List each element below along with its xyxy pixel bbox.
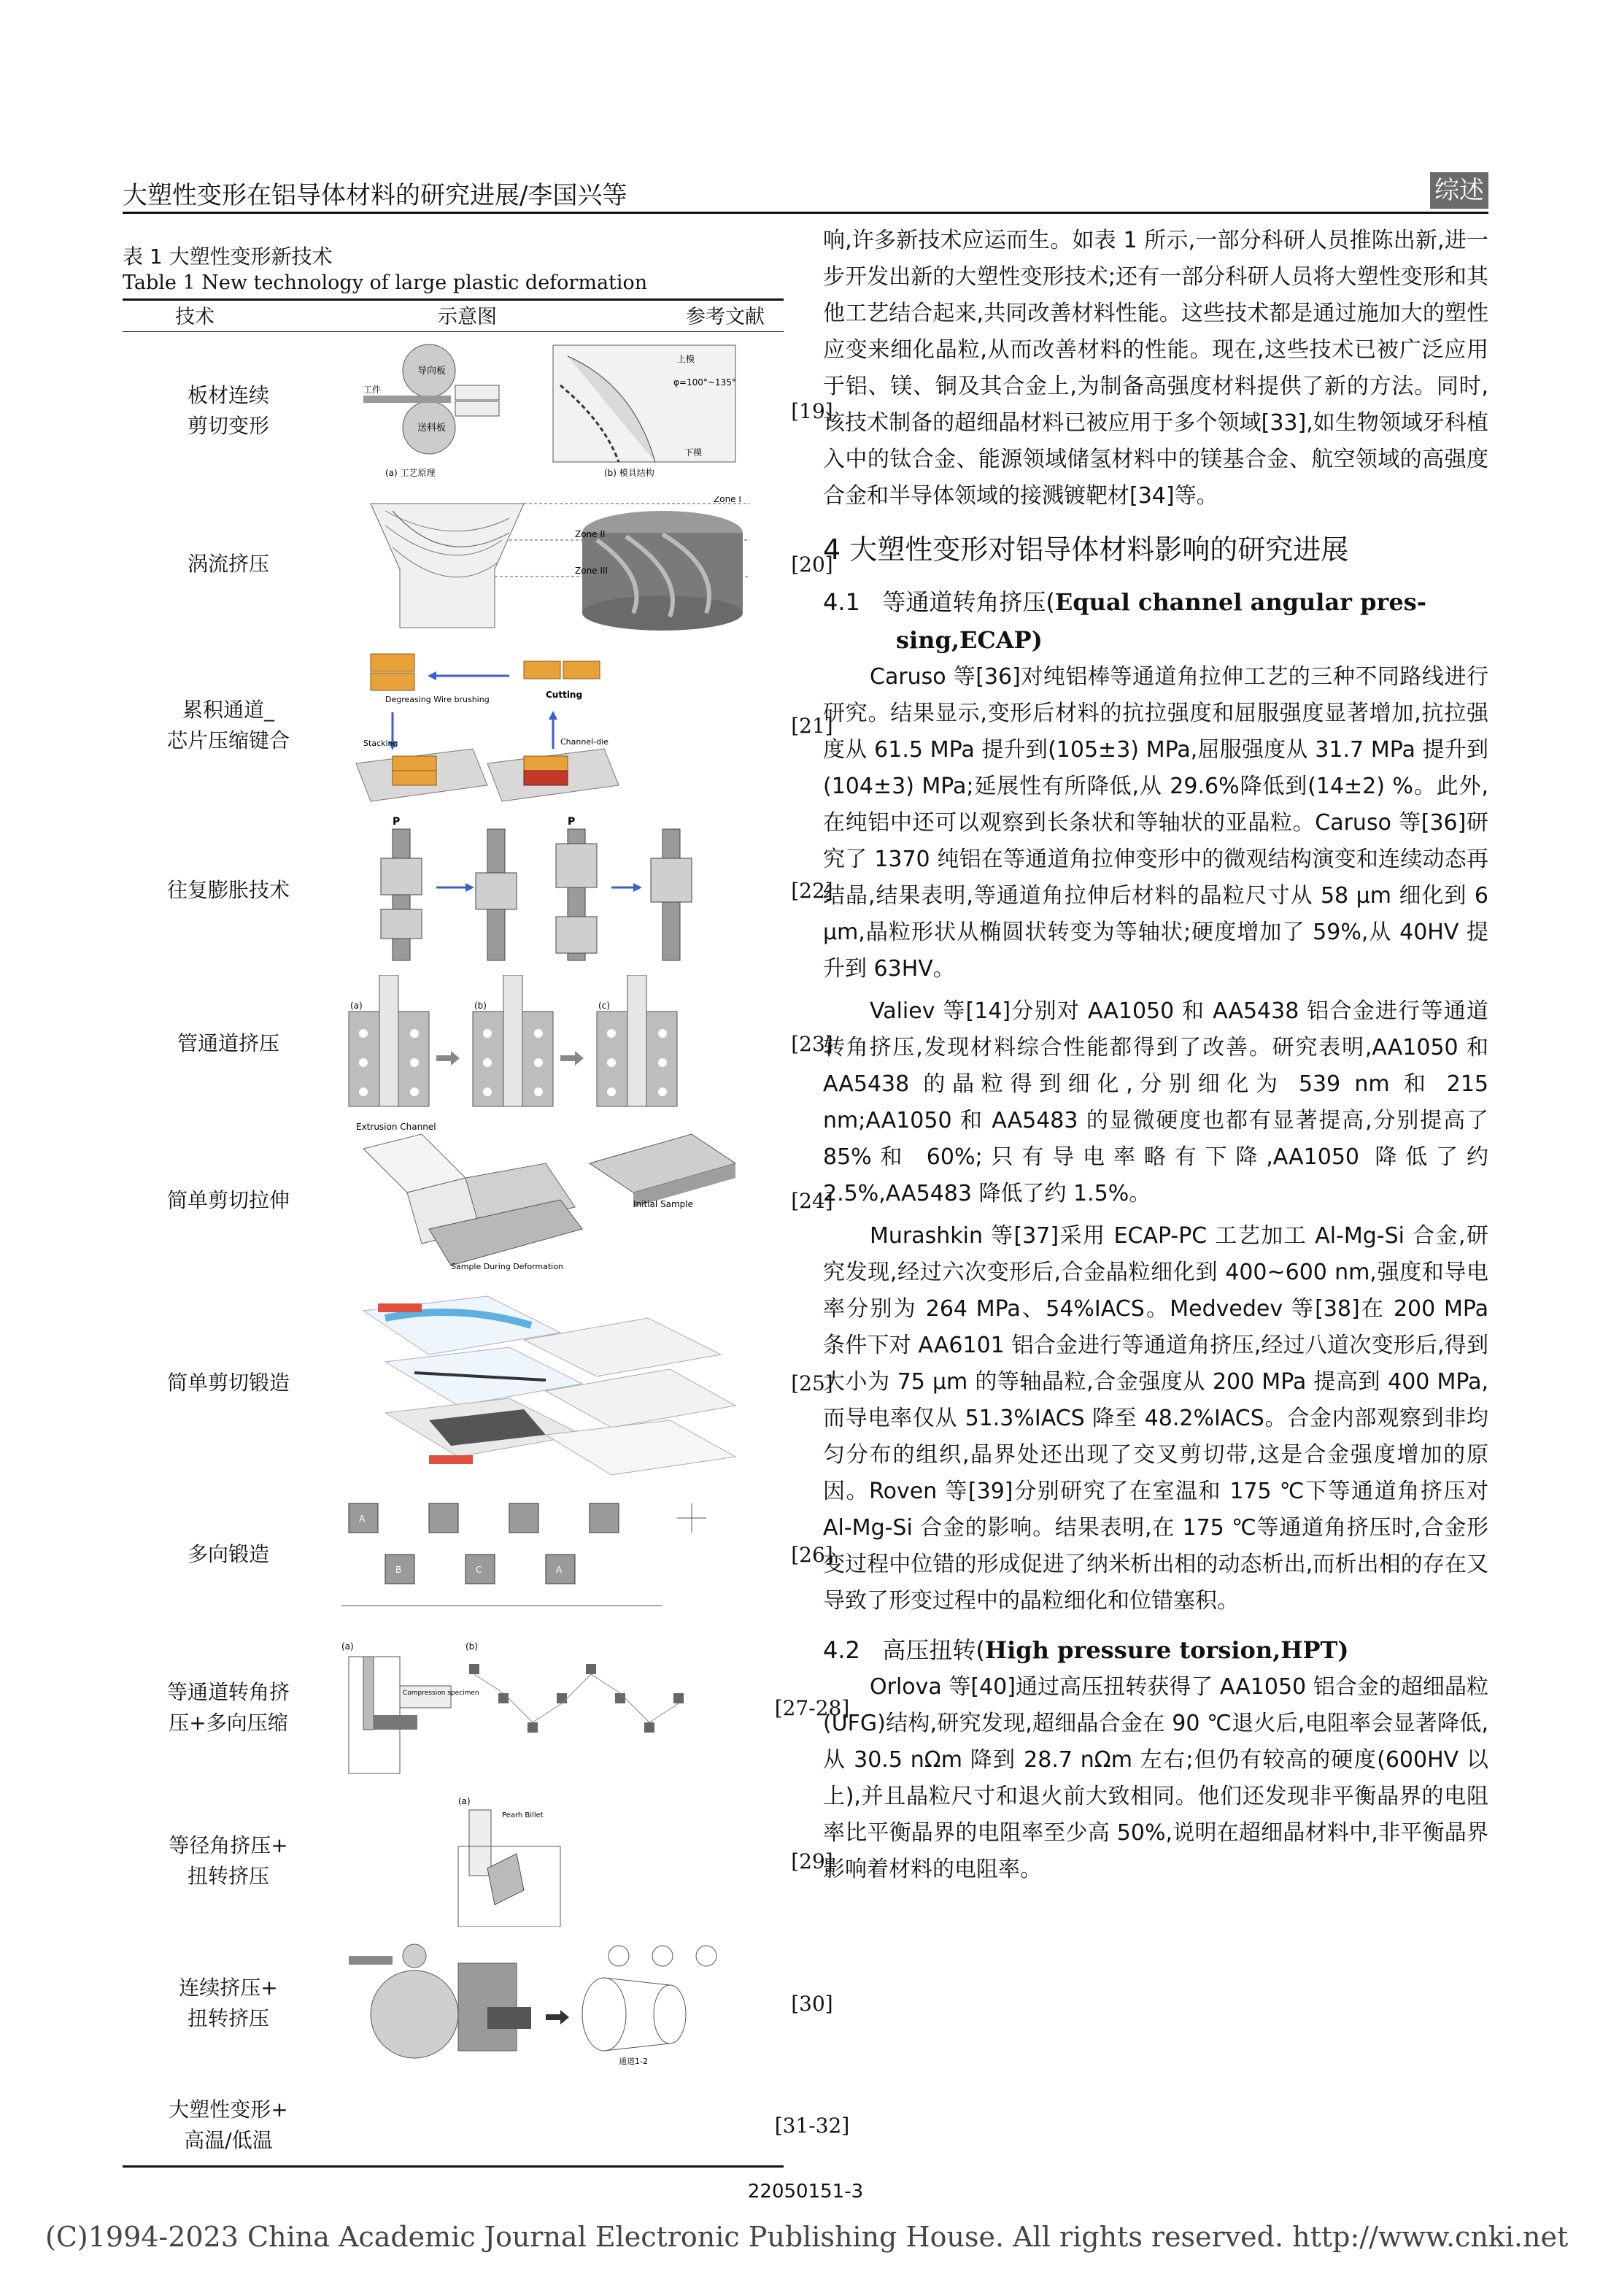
technique-name: 连续挤压+ 扭转挤压 <box>179 1976 278 2030</box>
table-row <box>123 1934 833 2073</box>
reference-number: [25] <box>791 1371 833 1395</box>
reference-number: [19] <box>791 398 833 423</box>
svg-text:下模: 下模 <box>684 447 703 458</box>
heading-number: 4.1 <box>823 588 860 616</box>
technique-name: 多向锻造 <box>187 1542 269 1566</box>
svg-text:(b): (b) <box>465 1642 478 1652</box>
svg-text:上模: 上模 <box>677 354 695 364</box>
svg-text:Initial Sample: Initial Sample <box>633 1199 694 1209</box>
svg-text:(b) 模具结构: (b) 模具结构 <box>604 468 654 478</box>
heading-number: 4.2 <box>823 1636 860 1664</box>
svg-text:(b): (b) <box>474 1001 487 1011</box>
technique-name: 往复膨胀技术 <box>166 878 290 902</box>
table-row <box>123 488 833 641</box>
svg-text:P: P <box>568 816 576 828</box>
svg-text:工件: 工件 <box>363 385 382 395</box>
reference-number: [21] <box>791 713 833 738</box>
svg-text:Extrusion Channel: Extrusion Channel <box>356 1122 436 1132</box>
reference-number: [20] <box>791 552 833 577</box>
section-badge: 综述 <box>1430 172 1488 209</box>
figure-simple-shear-extrusion <box>341 1120 750 1282</box>
svg-text:B: B <box>395 1565 402 1575</box>
technique-name: 板材连续 剪切变形 <box>187 383 269 438</box>
figure-conform-twist-extrusion <box>341 1941 750 2067</box>
figure-tube-channel-pressing <box>341 975 750 1114</box>
figure-ecap-multiaxial-compression <box>341 1642 750 1781</box>
technique-name: 等径角挤压+ 扭转挤压 <box>169 1833 288 1888</box>
heading-en-cont: sing,ECAP) <box>896 626 1043 654</box>
table-row <box>123 1788 833 1934</box>
reference-number: [23] <box>791 1031 833 1056</box>
paragraph-caruso: Caruso 等[36]对纯铝棒等通道角拉伸工艺的三种不同路线进行研究。结果显示,变形后材料的抗拉强度和屈服强度显著增加,抗拉强度从 61.5 MPa 提升到(105±3) MPa,屈服强度从 31.7 MPa 提升到(104±3) MPa;延展性有所降低,从 29.6%降低到(14±2) %。此外,在纯铝中还可以观察到长条状和等轴状的亚晶粒。Caruso 等[36]研究了 1370 纯铝在等通道角拉伸变形中的微观结构演变和连续动态再结晶,结果表明,等通道角拉伸后材料的晶粒尺寸从 58 μm 细化到 6 μm,晶粒形状从椭圆状转变为等轴状;硬度增加了 59%,从 40HV 提升到 63HV。 <box>823 664 1488 982</box>
figure-reciprocating-expansion <box>341 814 750 968</box>
running-title: 大塑性变形在铝导体材料的研究进展/李国兴等 <box>123 181 627 210</box>
svg-text:Zone II: Zone II <box>575 529 606 539</box>
copyright-line: (C)1994-2023 China Academic Journal Electronic Publishing House. All rights reserved. http://www.cnki.net <box>45 2221 1569 2253</box>
table-bottom-rule <box>123 2165 784 2168</box>
reference-number: [22] <box>791 878 833 903</box>
table-caption-cn: 表 1 大塑性变形新技术 <box>123 244 333 269</box>
section-heading-4-1 <box>823 583 1488 659</box>
technique-name: 管通道挤压 <box>177 1031 279 1055</box>
reference-number: [26] <box>791 1542 833 1567</box>
svg-text:导向板: 导向板 <box>417 366 447 377</box>
svg-text:Zone III: Zone III <box>575 566 608 576</box>
technique-name: 简单剪切锻造 <box>166 1371 290 1395</box>
technique-name: 累积通道_ 芯片压缩键合 <box>166 698 290 752</box>
figure-continuous-shear <box>341 342 750 480</box>
svg-text:(a): (a) <box>458 1796 471 1806</box>
column-header-ref: 参考文献 <box>686 306 765 328</box>
svg-text:(c): (c) <box>598 1001 610 1011</box>
svg-text:Compression specimen: Compression specimen <box>403 1690 479 1697</box>
reference-number: [31-32] <box>774 2113 850 2138</box>
table-row <box>123 1482 833 1627</box>
table-row <box>123 1117 833 1284</box>
heading-en: Equal channel angular pres- <box>1054 588 1427 616</box>
heading-en: High pressure torsion,HPT) <box>984 1636 1349 1664</box>
svg-text:(a): (a) <box>350 1001 363 1011</box>
svg-text:Channel-die: Channel-die <box>560 737 609 747</box>
paragraph-orlova: Orlova 等[40]通过高压扭转获得了 AA1050 铝合金的超细晶粒(UFG)结构,研究发现,超细晶合金在 90 ℃退火后,电阻率会显著降低,从 30.5 nΩm 降到 28.7 nΩm 左右;但仍有较高的硬度(600HV 以上),并且晶粒尺寸和退火前大致相同。他们还发现非平衡晶界的电阻率比平衡晶界的电阻率至少高 50%,说明在超细晶材料中,非平衡晶界影响着材料的电阻率。 <box>823 1674 1488 1882</box>
header-rule <box>123 212 1488 214</box>
technique-name: 等通道转角挤 压+多向压缩 <box>166 1680 290 1735</box>
reference-number: [30] <box>791 1991 833 2016</box>
column-header-tech: 技术 <box>175 306 215 328</box>
table-header-rule <box>123 331 784 332</box>
section-heading-4-2 <box>823 1631 1488 1669</box>
svg-text:C: C <box>476 1565 482 1575</box>
svg-text:(a) 工艺原理: (a) 工艺原理 <box>385 468 436 478</box>
svg-text:Degreasing Wire brushing: Degreasing Wire brushing <box>385 695 490 704</box>
svg-text:Stacking: Stacking <box>363 739 398 748</box>
column-header-figure: 示意图 <box>438 306 497 328</box>
reference-number: [24] <box>791 1188 833 1213</box>
page-number: 22050151-3 <box>747 2181 864 2203</box>
svg-text:Zone I: Zone I <box>714 496 741 504</box>
table-row <box>123 1284 833 1482</box>
svg-text:Sample During Deformation: Sample During Deformation <box>451 1262 563 1271</box>
heading-cn: 等通道转角挤压( <box>882 588 1055 616</box>
section-heading-4: 4 大塑性变形对铝导体材料影响的研究进展 <box>823 533 1349 566</box>
reference-number: [27-28] <box>774 1695 850 1720</box>
table-row <box>123 971 833 1117</box>
figure-accumulative-channel <box>341 647 750 804</box>
paragraph-intro: 响,许多新技术应运而生。如表 1 所示,一部分科研人员推陈出新,进一步开发出新的大塑性变形技术;还有一部分科研人员将大塑性变形和其他工艺结合起来,共同改善材料性能。这些技术都是通过施加大的塑性应变来细化晶粒,从而改善材料的性能。现在,这些技术已被广泛应用于铝、镁、铜及其合金上,为制备高强度材料提供了新的方法。同时,该技术制备的超细晶材料已被应用于多个领域[33],如生物领域牙科植入中的钛合金、能源领域储氢材料中的镁基合金、航空领域的高强度合金和半导体领域的接溅镀靶材[34]等。 <box>823 228 1488 509</box>
heading-cn: 高压扭转( <box>882 1636 985 1664</box>
table-row <box>123 641 833 810</box>
body-column <box>823 223 1488 1888</box>
table-row <box>123 810 833 971</box>
svg-text:送料板: 送料板 <box>417 423 447 434</box>
svg-text:(a): (a) <box>341 1642 354 1652</box>
table-row <box>123 2087 850 2163</box>
figure-ecae-twist-extrusion <box>341 1795 750 1927</box>
svg-text:P: P <box>393 816 401 828</box>
reference-number: [29] <box>791 1849 833 1873</box>
svg-text:Cutting: Cutting <box>546 690 583 700</box>
technique-name: 简单剪切拉伸 <box>166 1188 290 1212</box>
paragraph-murashkin: Murashkin 等[37]采用 ECAP-PC 工艺加工 Al-Mg-Si 合金,研究发现,经过六次变形后,合金晶粒细化到 400~600 nm,强度和导电率分别为 264 MPa、54%IACS。Medvedev 等[38]在 200 MPa 条件下对 AA6101 铝合金进行等通道角挤压,经过八道次变形后,得到大小为 75 μm 的等轴晶粒,合金强度从 200 MPa 提高到 400 MPa,而导电率仅从 51.3%IACS 降至 48.2%IACS。合金内部观察到非均匀分布的组织,晶界处还出现了交叉剪切带,这是合金强度增加的原因。Roven 等[39]分别研究了在室温和 175 ℃下等通道角挤压对 Al-Mg-Si 合金的影响。结果表明,在 175 ℃等通道角挤压时,合金形变过程中位错的形成促进了纳米析出相的动态析出,而析出相的存在又导致了形变过程中的晶粒细化和位错塞积。 <box>823 1223 1488 1614</box>
svg-text:φ=100°~135°: φ=100°~135° <box>673 377 736 388</box>
table-row <box>123 334 833 488</box>
figure-multidirectional-forging <box>341 1489 750 1620</box>
figure-vortex-extrusion <box>341 496 750 632</box>
figure-simple-shear-forging <box>341 1289 750 1477</box>
svg-text:Pearh Billet: Pearh Billet <box>502 1811 544 1819</box>
paragraph-valiev: Valiev 等[14]分别对 AA1050 和 AA5438 铝合金进行等通道转角挤压,发现材料综合性能都得到了改善。研究表明,AA1050 和 AA5438 的晶粒得到细化,分别细化为 539 nm 和 215 nm;AA1050 和 AA5483 的显微硬度也都有显著提高,分别提高了 85%和 60%;只有导电率略有下降,AA1050 降低了约 2.5%,AA5483 降低了约 1.5%。 <box>823 998 1488 1206</box>
svg-text:A: A <box>359 1514 366 1524</box>
technique-name: 大塑性变形+ 高温/低温 <box>169 2097 288 2152</box>
technique-name: 涡流挤压 <box>187 552 269 576</box>
table-caption-en: Table 1 New technology of large plastic deformation <box>123 271 648 294</box>
svg-text:通道1-2: 通道1-2 <box>619 2057 648 2066</box>
svg-text:A: A <box>556 1565 563 1575</box>
